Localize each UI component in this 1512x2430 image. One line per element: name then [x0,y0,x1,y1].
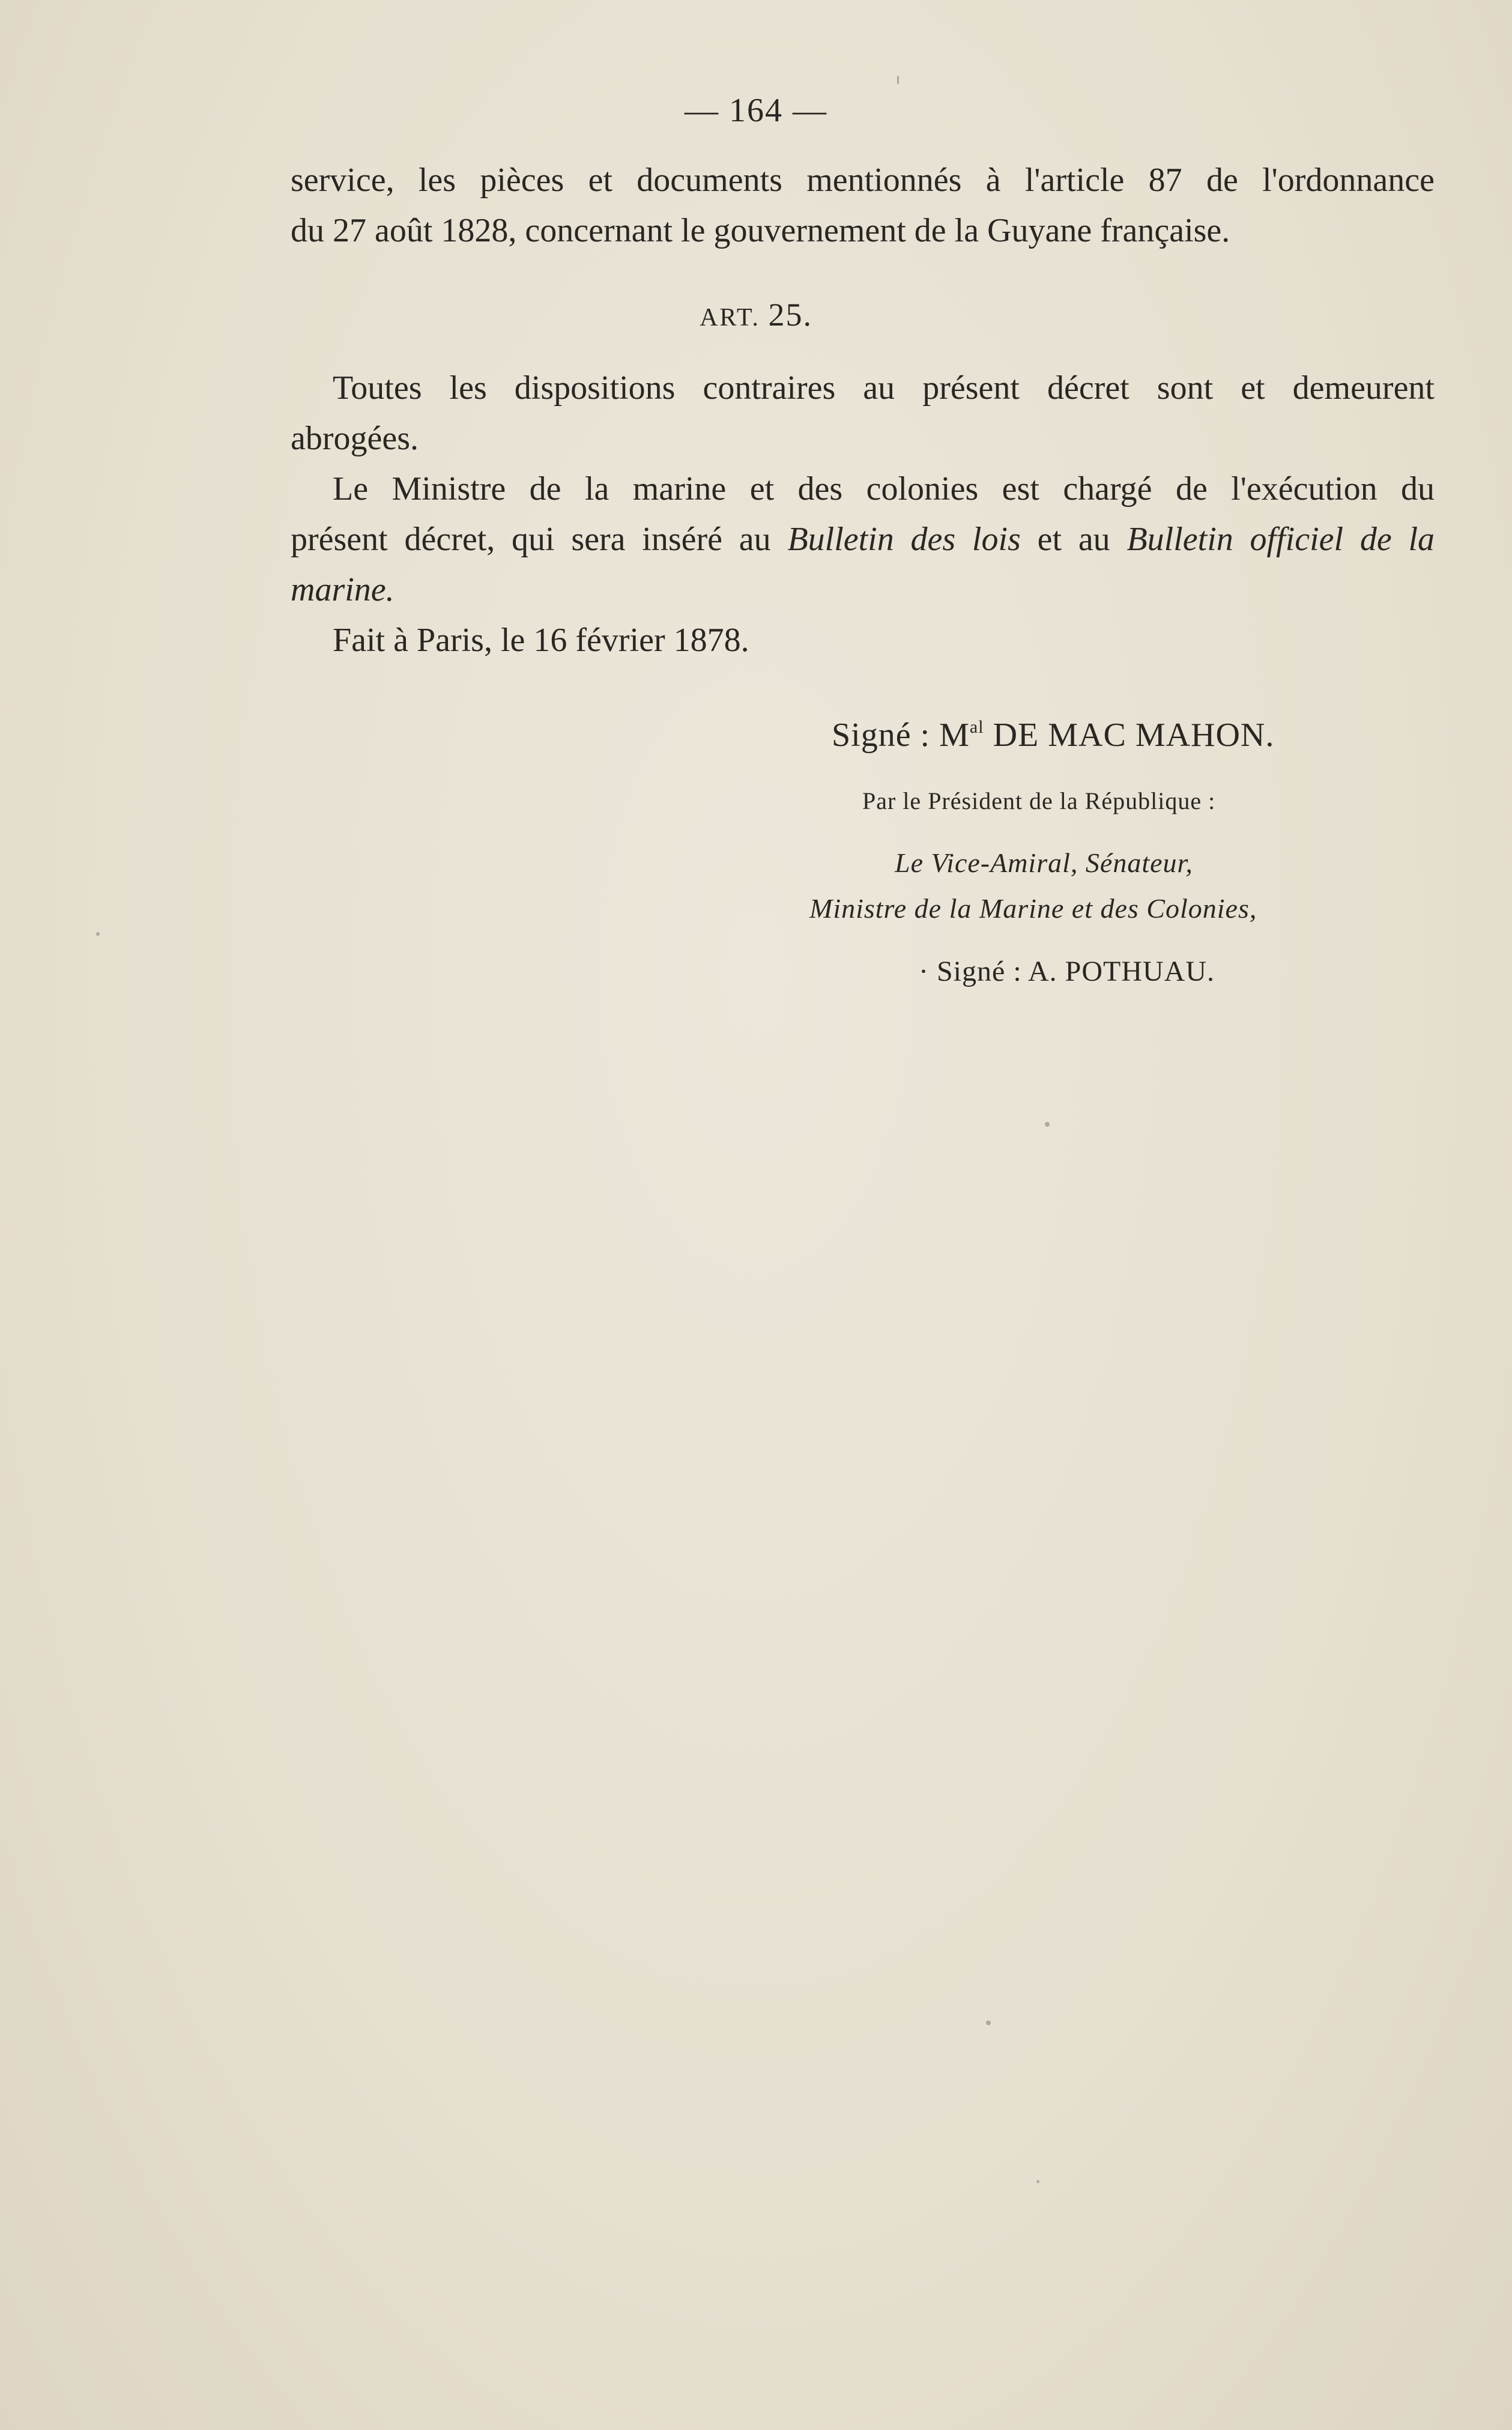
article-heading [0,296,1512,333]
date-line: Fait à Paris, le 16 février 1878. [333,622,749,659]
paragraph-line: marine. [291,571,395,608]
president-line: Par le Président de la République : [862,787,1216,814]
date-paragraph [291,615,1435,665]
article-prefix: ART. [700,304,760,332]
paragraph-minister [291,464,1435,615]
minister-signature: · Signé : A. POTHUAU. [919,956,1215,987]
article-number: 25. [768,297,812,333]
paragraph-line: service, les pièces et documents mentionnés à l'article 87 de l'ordonnance [291,162,1435,199]
minister-title-line1: Le Vice-Amiral, Sénateur, [895,847,1193,878]
paper-speck [986,2020,991,2025]
minister-title-line2: Ministre de la Marine et des Colonies, [809,893,1257,924]
paragraph-line: du 27 août 1828, concernant le gouvernement de la Guyane française. [291,212,1230,249]
paper-speck [1045,1122,1050,1127]
president-signature [832,716,1274,754]
paragraph-line: abrogées. [291,420,419,457]
paper-speck [897,76,899,84]
paragraph-line: Le Ministre de la marine et des colonies est chargé de l'exécution du [333,470,1435,508]
text-run: présent décret, qui sera inséré au [291,521,788,558]
page-number: — 164 — [685,92,827,129]
paragraph-repeal [291,363,1435,464]
text-run: et au [1020,521,1127,558]
signature-prefix: Signé : M [832,717,970,754]
top-paragraph [291,155,1435,256]
paper-speck [96,932,100,936]
signature-sup: al [969,717,984,737]
paragraph-line [291,514,1435,565]
signature-name: DE MAC MAHON. [984,717,1275,754]
paragraph-line: Toutes les dispositions contraires au présent décret sont et demeurent [333,369,1435,407]
bulletin-officiel: Bulletin officiel de la [1126,521,1435,558]
paper-speck [1036,2180,1039,2183]
bulletin-des-lois: Bulletin des lois [787,521,1021,558]
